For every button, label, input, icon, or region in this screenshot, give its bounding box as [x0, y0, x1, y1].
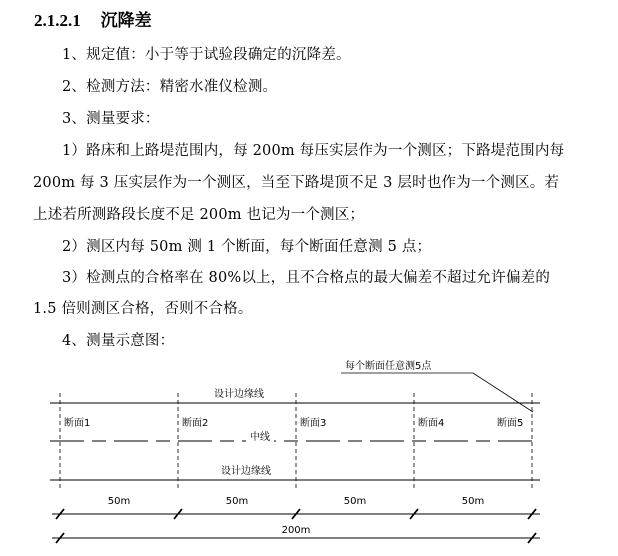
section-label-1: 断面1 — [64, 418, 91, 429]
paragraph-2: 2、检测方法：精密水准仪检测。 — [62, 79, 278, 95]
paragraph-10: 4、测量示意图： — [62, 333, 175, 349]
total-label: 200m — [281, 525, 311, 536]
paragraph-9: 1.5 倍则测区合格，否则不合格。 — [33, 301, 253, 317]
paragraph-7: 2）测区内每 50m 测 1 个断面，每个断面任意测 5 点； — [62, 239, 432, 255]
measurement-diagram — [0, 350, 618, 556]
segment-label-3: 50m — [343, 496, 367, 507]
section-label-5: 断面5 — [497, 418, 524, 429]
segment-label-1: 50m — [107, 496, 131, 507]
bottom-edge-label: 设计边缘线 — [221, 466, 271, 477]
section-label-4: 断面4 — [418, 418, 445, 429]
paragraph-5: 200m 每 3 压实层作为一个测区，当至下路堤顶不足 3 层时也作为一个测区。若 — [33, 175, 560, 191]
section-number: 2.1.2.1 — [34, 11, 81, 30]
section-title: 沉降差 — [100, 11, 152, 31]
paragraph-6: 上述若所测路段长度不足 200m 也记为一个测区； — [33, 207, 365, 223]
section-label-3: 断面3 — [300, 418, 327, 429]
paragraph-1: 1、规定值：小于等于试验段确定的沉降差。 — [62, 47, 351, 63]
section-heading — [34, 6, 152, 31]
callout-leader — [473, 373, 533, 412]
section-label-2: 断面2 — [182, 418, 209, 429]
diagram-svg — [0, 350, 618, 552]
paragraph-8: 3）检测点的合格率在 80%以上，且不合格点的最大偏差不超过允许偏差的 — [62, 270, 551, 286]
paragraph-4: 1）路床和上路堤范围内，每 200m 每压实层作为一个测区；下路堤范围内每 — [62, 143, 565, 159]
paragraph-3: 3、测量要求： — [62, 111, 160, 127]
center-label: 中线 — [250, 432, 270, 443]
top-edge-label: 设计边缘线 — [214, 389, 264, 400]
segment-label-2: 50m — [225, 496, 249, 507]
segment-label-4: 50m — [461, 496, 485, 507]
callout-label: 每个断面任意测5点 — [345, 361, 432, 372]
